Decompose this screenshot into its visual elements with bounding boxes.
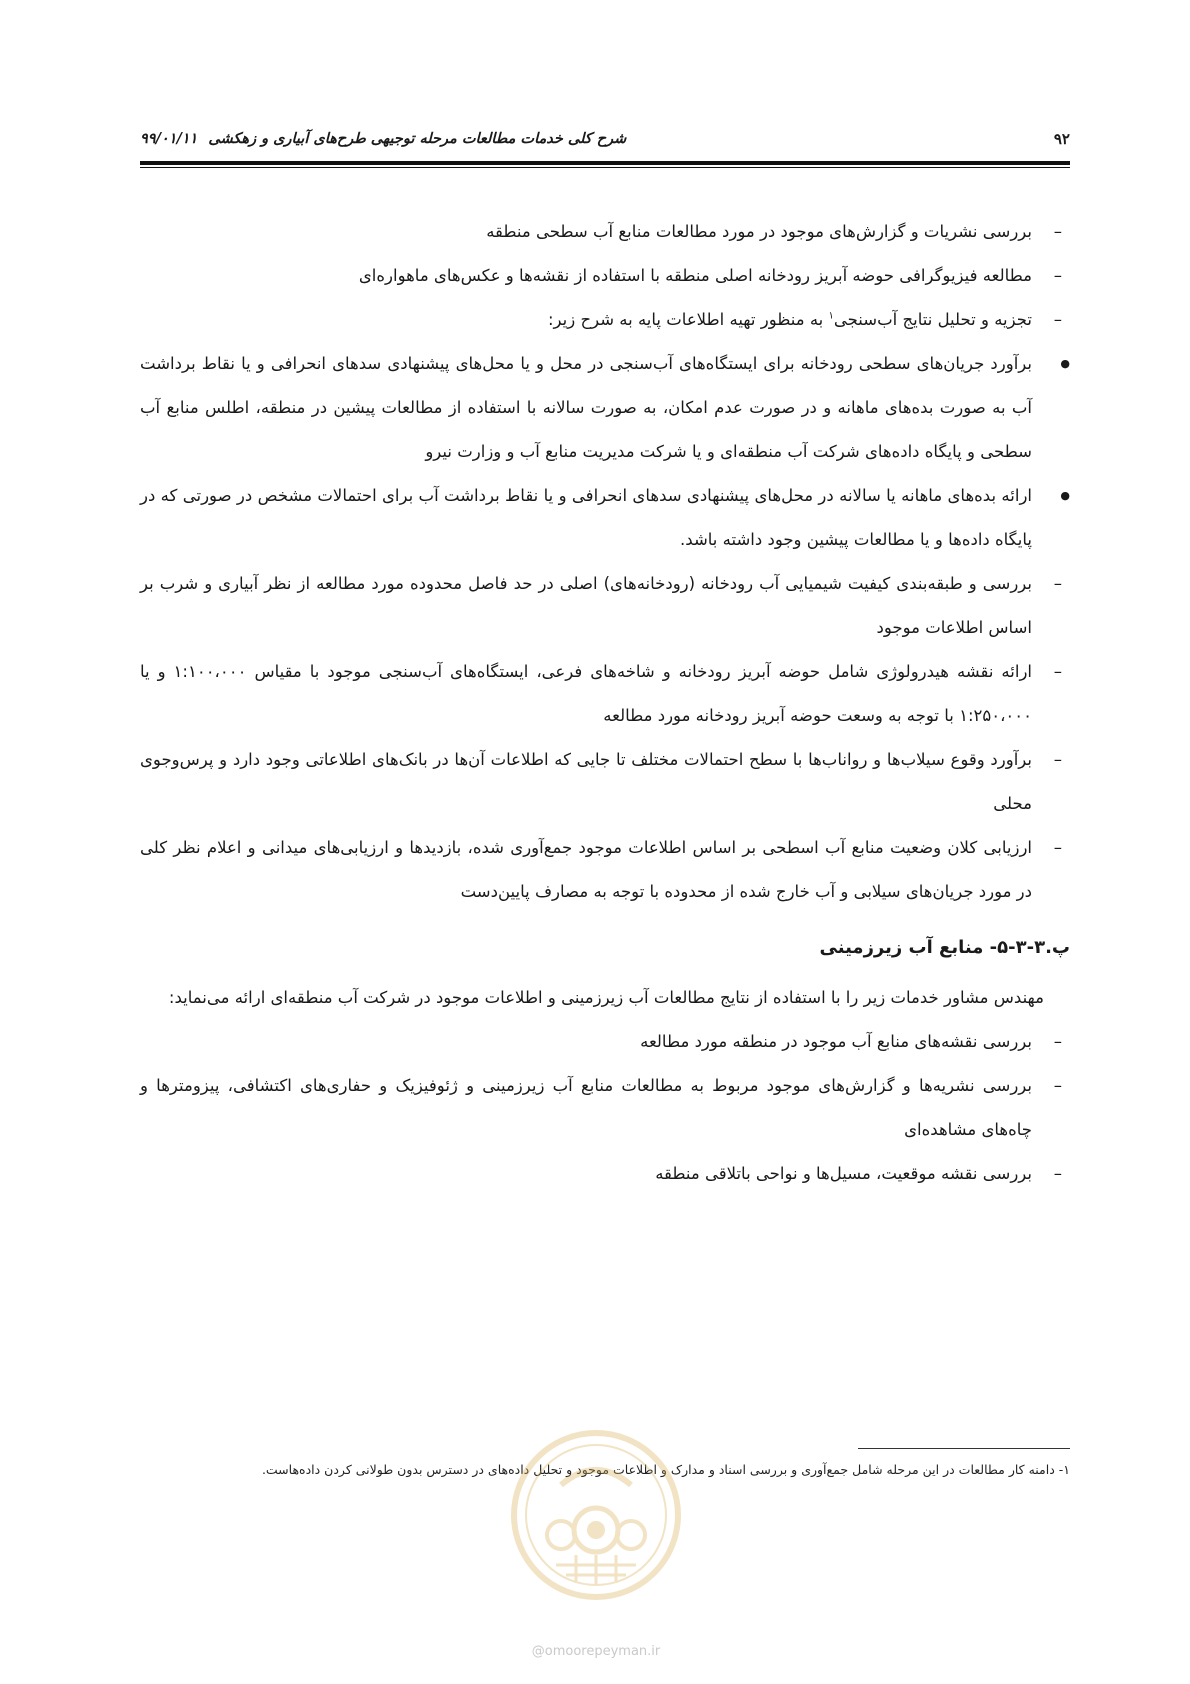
header-date: ۹۹/۰۱/۱۱ <box>140 130 198 147</box>
section-intro: مهندس مشاور خدمات زیر را با استفاده از نتایج مطالعات آب زیرزمینی و اطلاعات موجود در شرکت آب منطقه‌ای ارائه می‌نماید: <box>168 988 1044 1007</box>
header-rule-thin <box>140 167 1070 168</box>
footnote: ۱- دامنه کار مطالعات در این مرحله شامل جمع‌آوری و بررسی اسناد و مدارک و اطلاعات موجود و تحلیل داده‌های در دسترس بدون طولانی کردن داده‌هاست. <box>261 1462 1070 1477</box>
list-item: – بررسی نشریات و گزارش‌های موجود در مورد مطالعات منابع آب سطحی منطقه <box>140 210 1070 254</box>
page-header <box>140 128 1070 154</box>
analysis-text-after: به منظور تهیه اطلاعات پایه به شرح زیر: <box>547 310 829 329</box>
bullet-item <box>140 474 1070 562</box>
section-heading: پ.۳-۳-۵- منابع آب زیرزمینی <box>819 937 1070 958</box>
bullet-item <box>140 342 1070 474</box>
watermark-seal-icon <box>506 1425 686 1605</box>
list-item: – ارزیابی کلان وضعیت منابع آب اسطحی بر اساس اطلاعات موجود جمع‌آوری شده، بازدیدها و ارزیابی‌های میدانی و اعلام نظر کلی در مورد جریان‌های سیلابی و آب خارج شده از محدوده با توجه به مصارف پایین‌دست <box>140 826 1070 914</box>
header-title: شرح کلی خدمات مطالعات مرحله توجیهی طرح‌های آبیاری و زهکشی <box>208 130 627 147</box>
bullet-text: ارائه بده‌های ماهانه یا سالانه در محل‌های پیشنهادی سدهای انحرافی و یا نقاط برداشت آب برای احتمالات مشخص در صورتی که در پایگاه داده‌ها و یا مطالعات پیشین وجود داشته باشد. <box>140 486 1032 549</box>
list-item-analysis <box>140 298 1070 342</box>
bullet-text: برآورد جریان‌های سطحی رودخانه برای ایستگاه‌های آب‌سنجی در محل و یا محل‌های پیشنهادی سدهای انحرافی و یا نقاط برداشت آب به صورت بده‌های ماهانه و در صورت عدم امکان، به صورت سالانه با استفاده از مطالعات پیشین در منطقه، اطلس منابع آب سطحی و پایگاه داده‌های شرکت آب منطقه‌ای و یا شرکت مدیریت منابع آب و وزارت نیرو <box>140 354 1032 461</box>
header-rule-thick <box>140 161 1070 165</box>
list-item: – ارائه نقشه هیدرولوژی شامل حوضه آبریز رودخانه و شاخه‌های فرعی، ایستگاه‌های آب‌سنجی موجود با مقیاس ۱:۱۰۰،۰۰۰ و یا ۱:۲۵۰،۰۰۰ با توجه به وسعت حوضه آبریز رودخانه مورد مطالعه <box>140 650 1070 738</box>
main-content <box>140 210 1070 1196</box>
list-item: – بررسی نشریه‌ها و گزارش‌های موجود مربوط به مطالعات منابع آب زیرزمینی و ژئوفیزیک و حفاری‌های اکتشافی، پیزومترها و چاه‌های مشاهده‌ای <box>140 1064 1070 1152</box>
header-title-group <box>140 130 626 147</box>
list-item: – مطالعه فیزیوگرافی حوضه آبریز رودخانه اصلی منطقه با استفاده از نقشه‌ها و عکس‌های ماهواره‌ای <box>140 254 1070 298</box>
footnote-reference: ۱ <box>828 310 834 322</box>
footnote-rule <box>858 1448 1070 1449</box>
page-number: ۹۲ <box>1053 130 1070 148</box>
list-item: – بررسی نقشه‌های منابع آب موجود در منطقه مورد مطالعه <box>140 1020 1070 1064</box>
list-item: – برآورد وقوع سیلاب‌ها و رواناب‌ها با سطح احتمالات مختلف تا جایی که اطلاعات آن‌ها در بانک‌های اطلاعاتی وجود دارد و پرس‌وجوی محلی <box>140 738 1070 826</box>
list-item: – بررسی نقشه موقعیت، مسیل‌ها و نواحی باتلاقی منطقه <box>140 1152 1070 1196</box>
analysis-text-before: تجزیه و تحلیل نتایج آب‌سنجی <box>833 310 1032 329</box>
list-item: – بررسی و طبقه‌بندی کیفیت شیمیایی آب رودخانه (رودخانه‌های) اصلی در حد فاصل محدوده مورد مطالعه از نظر آبیاری و شرب بر اساس اطلاعات موجود <box>140 562 1070 650</box>
watermark-text: @omoorepeyman.ir <box>531 1644 661 1659</box>
